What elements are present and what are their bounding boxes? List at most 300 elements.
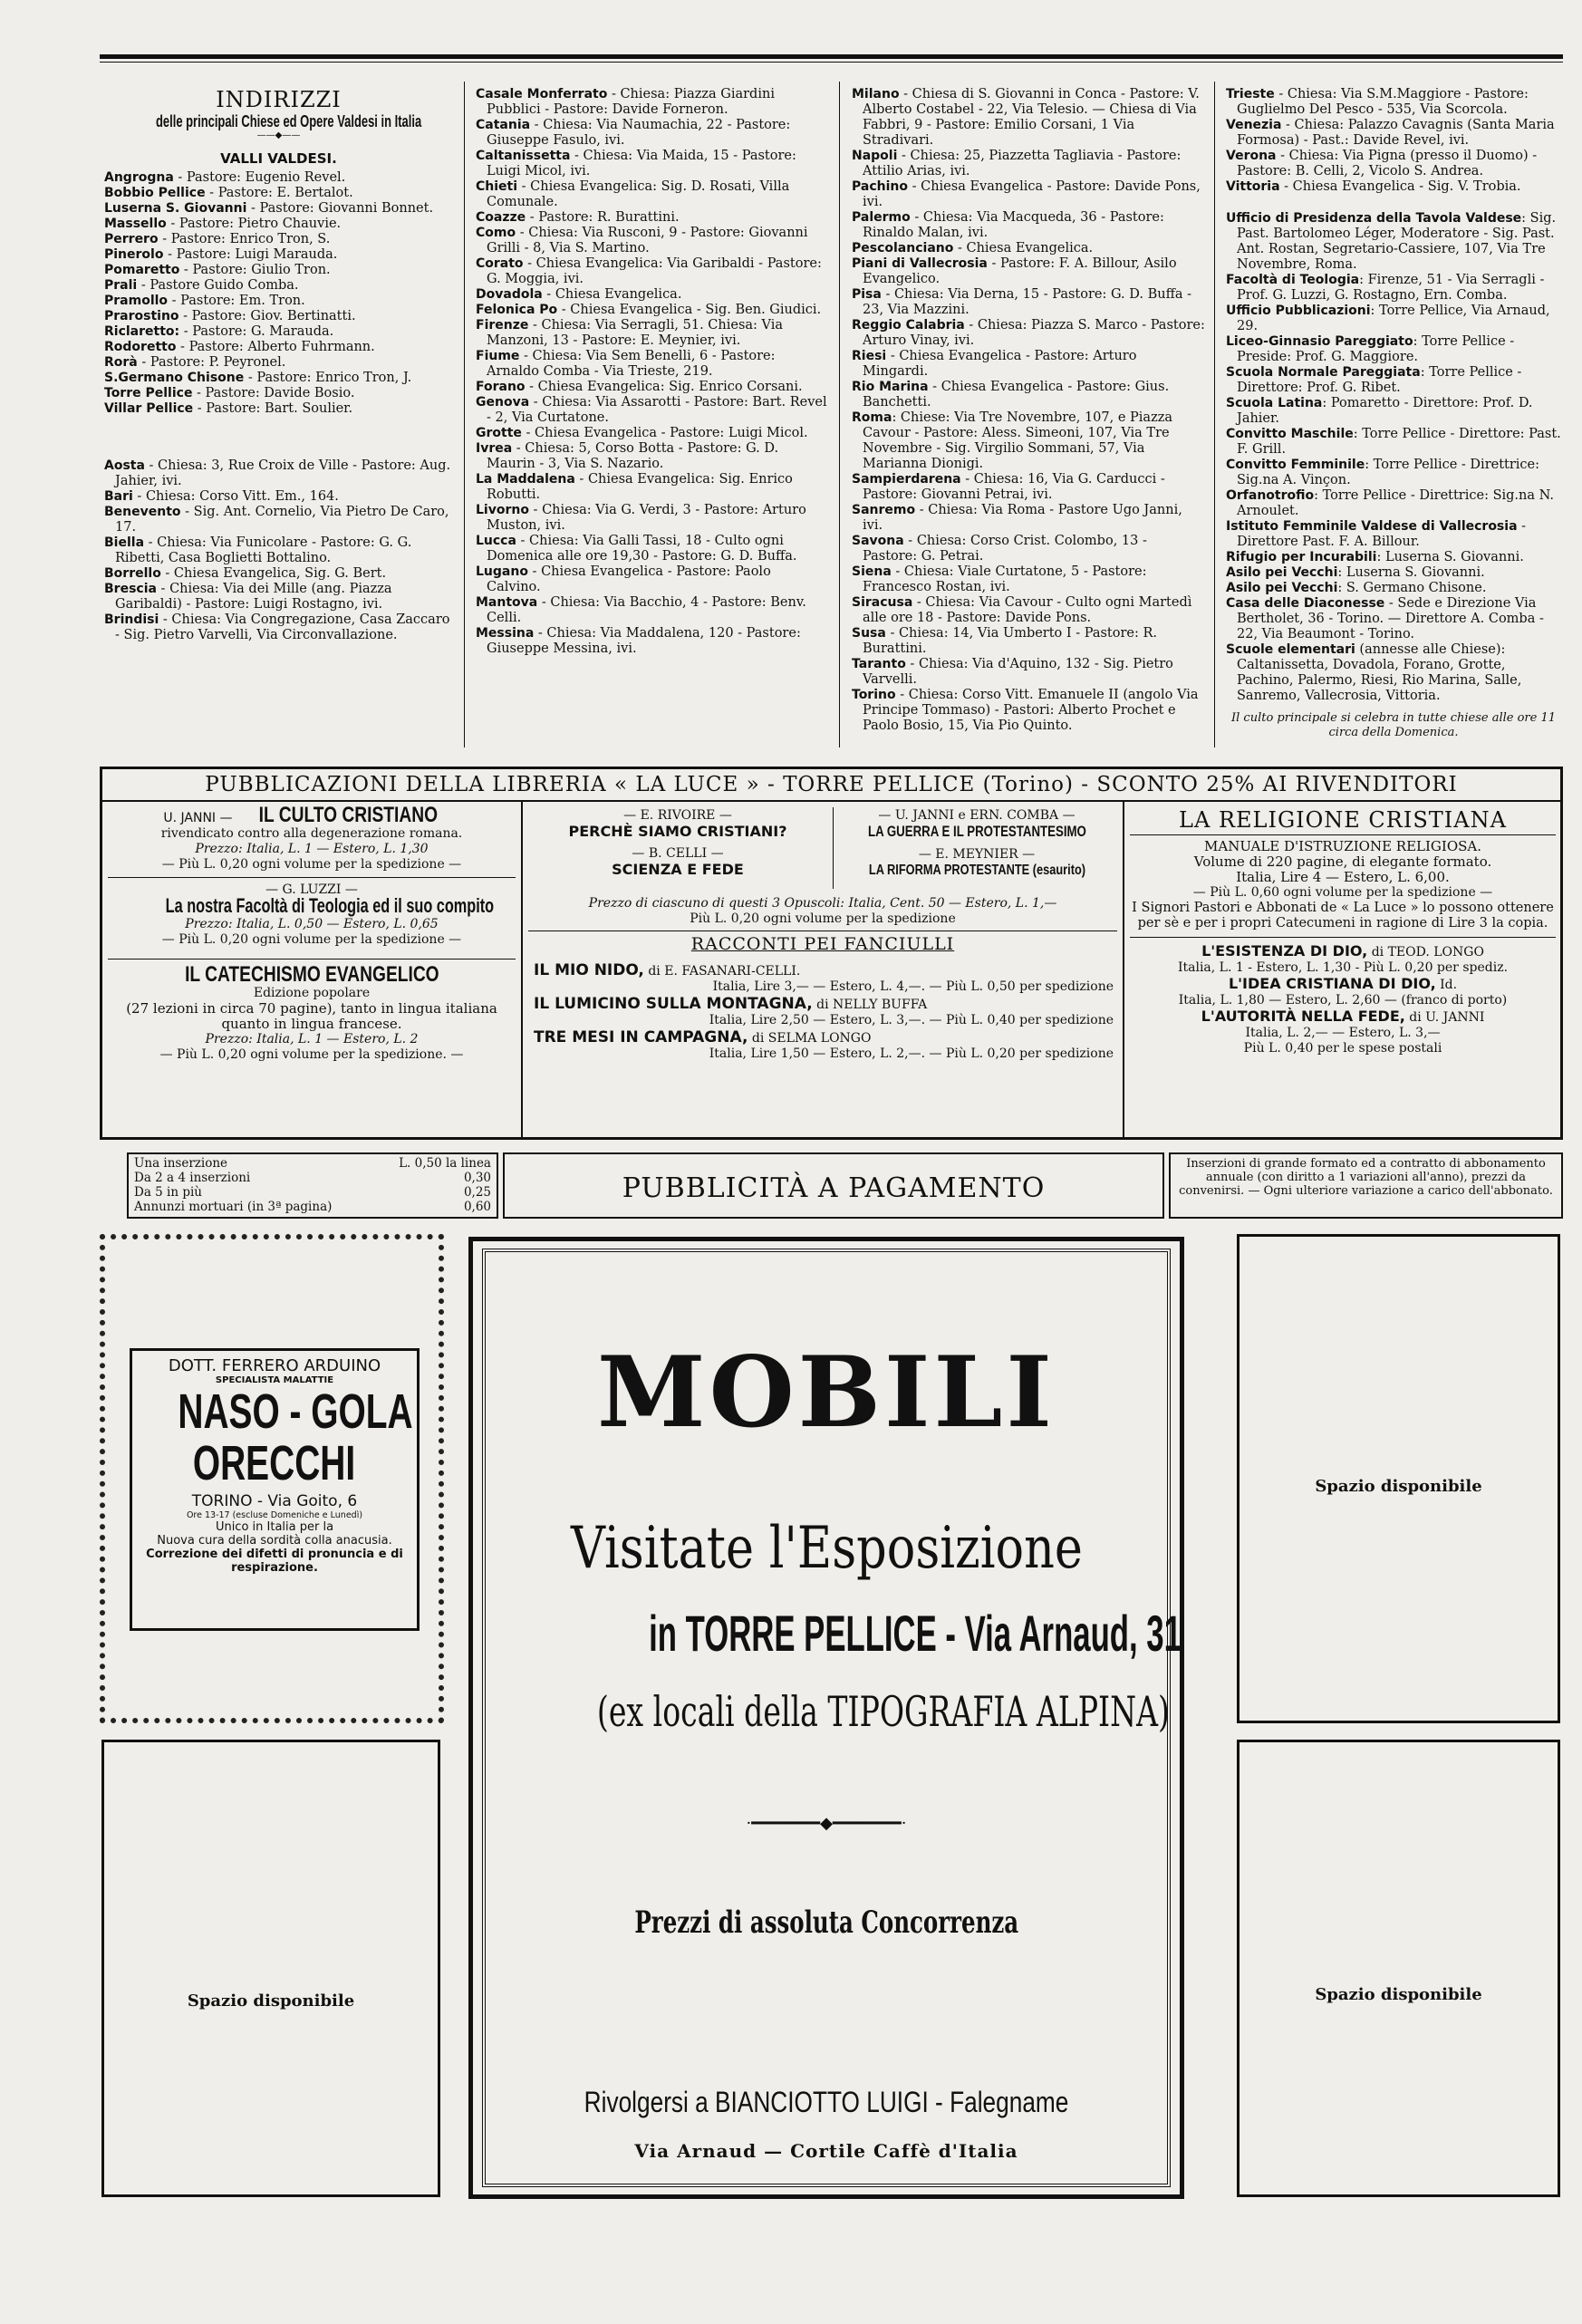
rate-label: Annunzi mortuari (in 3ª pagina) [134, 1200, 333, 1214]
b1-desc: rivendicato contro alla degenerazione romana. [160, 826, 463, 841]
directory-entry [104, 263, 453, 278]
directory-entry [476, 564, 829, 595]
entry-place: Angrogna [104, 170, 174, 185]
directory-entry [476, 303, 829, 318]
mobili-contact-wrap [486, 2086, 1167, 2119]
directory-entry [1226, 149, 1561, 179]
valli-title: VALLI VALDESI. [220, 150, 337, 167]
b3-desc: (27 lezioni in circa 70 pagine), tanto in lingua italiana quanto in lingua francese. [126, 1000, 497, 1032]
directory-entry [104, 340, 453, 355]
directory-entry [104, 170, 453, 186]
entry-text: : Sig. Past. Bartolomeo Léger, Moderatore - Sig. Past. Ant. Rostan, Segretario-Cassiere, 107, Via Tre Novembre, Roma. [1237, 211, 1557, 272]
entry-text: - Pastore: G. Marauda. [179, 324, 334, 339]
directory-subheading-wrap [104, 114, 453, 131]
pub-vdivider [1123, 802, 1124, 1137]
entry-place: Prarostino [104, 309, 179, 323]
entry-text: - Chiesa Evangelica - Pastore: Gius. Banchetti. [863, 380, 1170, 410]
m4-title: LA RIFORMA PROTESTANTE (esaurito) [868, 863, 1085, 878]
entry-place: Riesi [852, 349, 887, 363]
entry-place: Liceo-Ginnasio Pareggiato [1226, 334, 1413, 349]
m3-author: — B. CELLI — [632, 846, 724, 861]
directory-entry [852, 564, 1205, 595]
entry-place: Trieste [1226, 87, 1275, 101]
entry-text: - Direttore Past. F. A. Billour. [1237, 519, 1527, 549]
entry-place: Sanremo [852, 503, 916, 517]
entry-place: Borrello [104, 566, 161, 581]
entry-text: - Chiesa: Via Maddalena, 120 - Pastore: Giuseppe Messina, ivi. [487, 626, 801, 656]
directory-entry [104, 324, 453, 340]
entry-text: - Chiesa: Via Galli Tassi, 18 - Culto ogni Domenica alle ore 19,30 - Pastore: G. D. Buffa. [487, 534, 797, 564]
entry-text: : Torre Pellice - Direttore: Prof. G. Ribet. [1237, 365, 1522, 395]
doctor-line1: NASO - GOLA [178, 1384, 413, 1439]
mobili-ad-inner [482, 1249, 1182, 2187]
entry-place: Scuola Latina [1226, 396, 1323, 410]
m2-block [836, 807, 1117, 879]
directory-entry [1226, 581, 1561, 596]
directory-entry [104, 386, 453, 401]
r2-title: IL LUMICINO SULLA MONTAGNA, [534, 995, 813, 1013]
ads-note: Inserzioni di grande formato ed a contratto di abbonamento annuale (con diritto a 1 variazioni all'anno), prezzi da convenirsi. — Ogni ulteriore variazione a carico dell'abbonato. [1179, 1157, 1553, 1198]
entry-text: - Chiesa Evangelica - Sig. V. Trobia. [1279, 179, 1521, 194]
directory-entry [852, 287, 1205, 318]
entry-place: Susa [852, 626, 886, 641]
directory-entry [1226, 87, 1561, 118]
directory-entry [104, 401, 453, 417]
entry-place: Rodoretto [104, 340, 177, 354]
directory-entry [476, 503, 829, 534]
directory-entry [852, 688, 1205, 734]
m-price-block [528, 896, 1117, 927]
m2-title: LA GUERRA E IL PROTESTANTESIMO [867, 823, 1086, 840]
directory-entry [104, 535, 453, 566]
l2-title: L'IDEA CRISTIANA DI DIO, [1228, 975, 1436, 992]
entry-text: - Pastore: F. A. Billour, Asilo Evangelico. [863, 256, 1177, 286]
entry-text: - Chiesa: Via Derna, 15 - Pastore: G. D. Buffa - 23, Via Mazzini. [863, 287, 1192, 317]
directory-entry [104, 489, 453, 505]
spazio-left-label: Spazio disponibile [187, 1991, 355, 2011]
entry-text: : Luserna S. Giovanni. [1376, 550, 1524, 564]
directory-entry [1226, 118, 1561, 149]
l3-author: di U. JANNI [1404, 1010, 1485, 1025]
entry-place: Venezia [1226, 118, 1282, 132]
entry-place: Pescolanciano [852, 241, 954, 256]
entry-place: Forano [476, 380, 526, 394]
directory-entry [1226, 642, 1561, 704]
directory-entry [104, 458, 453, 489]
directory-entry [1226, 396, 1561, 427]
entry-text: - Chiesa: Via Assarotti - Pastore: Bart. Revel - 2, Via Curtatone. [487, 395, 827, 425]
entry-place: Asilo pei Vecchi [1226, 581, 1338, 595]
entry-text: - Chiesa Evangelica - Sig. Ben. Giudici. [557, 303, 822, 317]
entry-text: - Chiesa: Via d'Aquino, 132 - Sig. Pietro Varvelli. [863, 657, 1173, 687]
entry-text: - Chiesa: Corso Crist. Colombo, 13 - Pastore: G. Petrai. [863, 534, 1147, 564]
entry-text: - Chiesa Evangelica - Pastore: Paolo Calvino. [487, 564, 771, 594]
entry-place: Asilo pei Vecchi [1226, 565, 1338, 580]
entry-place: Caltanissetta [476, 149, 571, 163]
entry-place: Fiume [476, 349, 520, 363]
l3-ship: Più L. 0,40 per le spese postali [1243, 1041, 1442, 1056]
directory-entry [852, 472, 1205, 503]
entry-place: Ivrea [476, 441, 513, 456]
spazio-right-bottom [1237, 1740, 1560, 2197]
m1-title: PERCHÈ SIAMO CRISTIANI? [568, 823, 787, 840]
entry-text: - Chiesa: Via Maida, 15 - Pastore: Luigi Micol, ivi. [487, 149, 796, 178]
rate-row [134, 1185, 491, 1200]
directory-entry [852, 410, 1205, 472]
cities-list-c [852, 87, 1205, 734]
directory-entry [104, 371, 453, 386]
mobili-address: Via Arnaud — Cortile Caffè d'Italia [634, 2140, 1018, 2162]
entry-text: - Chiesa: Viale Curtatone, 5 - Pastore: Francesco Rostan, ivi. [863, 564, 1147, 594]
r3-title: TRE MESI IN CAMPAGNA, [534, 1028, 748, 1046]
valli-list [104, 170, 453, 417]
directory-entry [852, 179, 1205, 210]
mobili-contact: Rivolgersi a BIANCIOTTO LUIGI - Falegname [584, 2086, 1069, 2118]
entry-place: Pachino [852, 179, 908, 194]
directory-entry [1226, 179, 1561, 195]
directory-entry [476, 595, 829, 626]
directory-entry [1226, 427, 1561, 458]
entry-text: - Chiesa: Via Serragli, 51. Chiesa: Via Manzoni, 13 - Pastore: E. Meynier, ivi. [487, 318, 784, 348]
entry-place: Rio Marina [852, 380, 929, 394]
l1-price: Italia, L. 1 - Estero, L. 1,30 - Più L. 0,20 per spediz. [1177, 960, 1509, 975]
directory-column-1 [104, 87, 453, 643]
m4-author: — E. MEYNIER — [918, 847, 1036, 862]
mobili-title: MOBILI [597, 1336, 1056, 1450]
rate-row [134, 1200, 491, 1214]
b1-price: Prezzo: Italia, L. 1 — Estero, L. 1,30 [195, 842, 429, 856]
entry-text: - Chiesa: Via Bacchio, 4 - Pastore: Benv. Celli. [487, 595, 806, 625]
mobili-where-wrap [486, 1604, 1182, 1663]
entry-place: Rorà [104, 355, 138, 370]
b3-title: IL CATECHISMO EVANGELICO [184, 962, 439, 987]
entry-place: Scuola Normale Pareggiata [1226, 365, 1421, 380]
entry-text: - Pastore: Giovanni Bonnet. [246, 201, 434, 216]
heading-ornament: ——◆—— [256, 130, 301, 140]
directory-entry [476, 349, 829, 380]
l1-title: L'ESISTENZA DI DIO, [1201, 942, 1368, 959]
mobili-where: in TORRE PELLICE - Via Arnaud, 31 [649, 1605, 1182, 1662]
doctor-notes [132, 1520, 417, 1575]
entry-text: : Pomaretto - Direttore: Prof. D. Jahier. [1237, 396, 1533, 426]
m-price: Prezzo di ciascuno di questi 3 Opuscoli: Italia, Cent. 50 — Estero, L. 1,— [588, 896, 1057, 911]
entry-place: Vittoria [1226, 179, 1280, 194]
rate-price: 0,60 [463, 1200, 491, 1214]
doctor-name: DOTT. FERRERO ARDUINO [168, 1356, 381, 1375]
entry-text: - Sig. Ant. Cornelio, Via Pietro De Caro, 17. [115, 505, 449, 535]
entry-place: Felonica Po [476, 303, 558, 317]
directory-subheading: delle principali Chiese ed Opere Valdesi in Italia [156, 112, 422, 130]
entry-place: Reggio Calabria [852, 318, 965, 333]
entry-text: - Pastore: Davide Bosio. [192, 386, 355, 400]
b2-ship: — Più L. 0,20 ogni volume per la spedizione — [161, 932, 462, 947]
entry-place: La Maddalena [476, 472, 575, 487]
entry-place: Grotte [476, 426, 522, 440]
rate-label: Una inserzione [134, 1156, 228, 1171]
doctor-line2: ORECCHI [193, 1436, 356, 1490]
b3-price: Prezzo: Italia, L. 1 — Estero, L. 2 [205, 1032, 419, 1046]
entry-text: : Torre Pellice - Direttrice: Sig.na A. Vinçon. [1237, 458, 1540, 487]
rel-note: I Signori Pastori e Abbonati de « La Luce » lo possono ottenere per sè e per i propri Catecumeni in ragione di Lire 3 la copia. [1132, 901, 1554, 931]
b2-author: — G. LUZZI — [265, 882, 358, 897]
r1-author: di E. FASANARI-CELLI. [643, 964, 801, 979]
entry-text: - Chiesa: Via Congregazione, Casa Zaccaro - Sig. Pietro Varvelli, Via Circonvallazione. [115, 612, 450, 642]
entry-text: : Luserna S. Giovanni. [1337, 565, 1485, 580]
entry-text: - Sede e Direzione Via Bertholet, 36 - Torino. — Direttore A. Comba - 22, Via Beaumont - Torino. [1237, 596, 1544, 641]
entry-place: Bobbio Pellice [104, 186, 206, 200]
entry-place: Messina [476, 626, 535, 641]
spazio-right-top [1237, 1234, 1560, 1723]
b3-sub: Edizione popolare [253, 986, 371, 1000]
top-rule [100, 54, 1563, 59]
doctor-address: TORINO - Via Goito, 6 [191, 1492, 358, 1510]
entry-place: Milano [852, 87, 900, 101]
directory-entry [1226, 519, 1561, 550]
entry-text: - Chiesa Evangelica: Sig. Enrico Corsani. [525, 380, 803, 394]
entry-place: Ufficio Pubblicazioni [1226, 304, 1371, 318]
entry-text: : S. Germano Chisone. [1337, 581, 1487, 595]
entry-text: - Chiesa: Via G. Verdi, 3 - Pastore: Arturo Muston, ivi. [487, 503, 806, 533]
entry-place: Convitto Maschile [1226, 427, 1354, 441]
directory-entry [476, 395, 829, 426]
col-divider [1214, 82, 1215, 747]
r1-title: IL MIO NIDO, [534, 961, 644, 979]
mobili-prices-wrap [486, 1905, 1167, 1941]
entry-place: Taranto [852, 657, 906, 671]
ads-note-box [1169, 1152, 1563, 1219]
directory-column-4 [1226, 87, 1561, 740]
pubblicita-box [503, 1152, 1164, 1219]
cities-list-d [1226, 87, 1561, 195]
directory-entry [104, 612, 453, 643]
directory-entry [104, 186, 453, 201]
entry-place: Prali [104, 278, 138, 293]
col-divider [839, 82, 840, 747]
culto-note: Il culto principale si celebra in tutte chiese alle ore 11 circa della Domenica. [1230, 711, 1557, 739]
r1-price: Italia, Lire 3,— — Estero, L. 4,—. — Più L. 0,50 per spedizione [712, 979, 1114, 994]
entry-text: - Chiesa: Via dei Mille (ang. Piazza Garibaldi) - Pastore: Luigi Rostagno, ivi. [115, 582, 392, 612]
entry-text: - Chiesa: Via Cavour - Culto ogni Martedì alle ore 18 - Pastore: Davide Pons. [863, 595, 1192, 625]
entry-text: - Chiesa Evangelica: Sig. D. Rosati, Villa Comunale. [487, 179, 790, 209]
entry-text: - Chiesa: Corso Vitt. Emanuele II (angolo Via Principe Tommaso) - Pastori: Alberto Prochet e Paolo Bosio, 15, Via Pio Quinto. [863, 688, 1199, 733]
directory-entry [852, 534, 1205, 564]
entry-text: : Chiese: Via Tre Novembre, 107, e Piazza Cavour - Pastore: Aless. Simeoni, 107, Via Tre Novembre - Sig. Virgilio Sommani, 57, Via Marianna Dionigi. [863, 410, 1172, 471]
rel-ship: — Più L. 0,60 ogni volume per la spedizione — [1192, 885, 1493, 900]
directory-entry [104, 582, 453, 612]
publications-box [100, 767, 1563, 1140]
m-vdivider [833, 807, 834, 889]
directory-entry [476, 210, 829, 226]
directory-entry [1226, 458, 1561, 488]
entry-text: : Torre Pellice - Preside: Prof. G. Maggiore. [1237, 334, 1515, 364]
entry-text: (annesse alle Chiese): Caltanissetta, Dovadola, Forano, Grotte, Pachino, Palermo, Riesi, Rio Marina, Salle, Sanremo, Vallecrosia, Vittoria. [1237, 642, 1522, 703]
entry-place: Brindisi [104, 612, 159, 627]
rate-row [134, 1156, 491, 1171]
racconti-title: RACCONTI PEI FANCIULLI [690, 934, 955, 954]
doctor-hours: Ore 13-17 (escluse Domeniche e Lunedì) [186, 1510, 363, 1520]
l3-price: Italia, L. 2,— — Estero, L. 3,— [1245, 1026, 1441, 1040]
b1-author: U. JANNI — [163, 811, 233, 825]
banner-rule [102, 800, 1560, 802]
l1-author: di TEOD. LONGO [1367, 945, 1484, 959]
spazio-left [101, 1740, 440, 2197]
entry-text: - Chiesa: Piazza S. Marco - Pastore: Arturo Vinay, ivi. [863, 318, 1205, 348]
top-rule-thin [100, 62, 1563, 63]
racconti-list [534, 963, 1114, 1062]
r2-price: Italia, Lire 2,50 — Estero, L. 3,—. — Più L. 0,40 per spedizione [709, 1013, 1114, 1027]
entry-place: Aosta [104, 458, 145, 473]
entry-place: Scuole elementari [1226, 642, 1355, 657]
directory-entry [1226, 334, 1561, 365]
directory-entry [476, 472, 829, 503]
rate-label: Da 2 a 4 inserzioni [134, 1171, 251, 1185]
directory-entry [104, 217, 453, 232]
rel-rule [1130, 834, 1556, 835]
entry-text: - Chiesa: Via S.M.Maggiore - Pastore: Guglielmo Del Pesco - 535, Via Scorcola. [1237, 87, 1529, 117]
directory-heading: INDIRIZZI [216, 87, 342, 112]
entry-text: - Chiesa Evangelica. [542, 287, 682, 302]
pub-rule [108, 877, 516, 878]
publications-banner: PUBBLICAZIONI DELLA LIBRERIA « LA LUCE » - TORRE PELLICE (Torino) - SCONTO 25% AI RIVENDITORI [205, 773, 1458, 796]
rel-price: Italia, Lire 4 — Estero, L. 6,00. [1236, 869, 1450, 885]
rel-desc: Volume di 220 pagine, di elegante formato. [1193, 853, 1492, 870]
entry-text: - Pastore: E. Bertalot. [205, 186, 353, 200]
spazio-right-top-label: Spazio disponibile [1315, 1477, 1482, 1496]
entry-place: Casale Monferrato [476, 87, 608, 101]
rates-box [127, 1152, 498, 1219]
b2-title: La nostra Facoltà di Teologia ed il suo compito [165, 894, 495, 917]
l3-title: L'AUTORITÀ NELLA FEDE, [1201, 1008, 1405, 1025]
entry-text: - Chiesa: 16, Via G. Carducci - Pastore: Giovanni Petrai, ivi. [863, 472, 1165, 502]
entry-place: Napoli [852, 149, 898, 163]
directory-entry [852, 626, 1205, 657]
directory-entry [1226, 565, 1561, 581]
directory-entry [852, 318, 1205, 349]
cities-list-b [476, 87, 829, 657]
pub-right-panel [1130, 807, 1556, 1056]
entry-text: : Firenze, 51 - Via Serragli - Prof. G. Luzzi, G. Rostagno, Ern. Comba. [1237, 273, 1545, 303]
directory-entry [476, 149, 829, 179]
rates-table [129, 1154, 497, 1216]
entry-place: Pinerolo [104, 247, 164, 262]
entry-place: Firenze [476, 318, 529, 333]
directory-entry [1226, 211, 1561, 273]
directory-entry [104, 294, 453, 309]
directory-entry [1226, 273, 1561, 304]
directory-entry [104, 247, 453, 263]
entry-place: Torre Pellice [104, 386, 193, 400]
entry-text: - Pastore: Alberto Fuhrmann. [176, 340, 375, 354]
directory-entry [852, 241, 1205, 256]
entry-place: Torino [852, 688, 896, 702]
doctor-specialty: SPECIALISTA MALATTIE [215, 1375, 334, 1385]
entry-text: : Torre Pellice, Via Arnaud, 29. [1237, 304, 1550, 333]
entry-text: - Chiesa: 14, Via Umberto I - Pastore: R. Burattini. [863, 626, 1158, 656]
directory-entry [476, 380, 829, 395]
entry-place: Como [476, 226, 516, 240]
rate-price: 0,25 [463, 1185, 491, 1200]
entry-text: - Chiesa: Via Macqueda, 36 - Pastore: Rinaldo Malan, ivi. [863, 210, 1164, 240]
mobili-visit-wrap [486, 1515, 1167, 1582]
entry-text: - Pastore: Giov. Bertinatti. [178, 309, 356, 323]
l2-author: Id. [1435, 978, 1458, 992]
entry-text: - Chiesa Evangelica, Sig. G. Bert. [160, 566, 387, 581]
entry-place: Savona [852, 534, 904, 548]
doctor-l3: Correzione dei difetti di pronuncia e di respirazione. [146, 1548, 403, 1575]
entry-text: - Pastore: Enrico Tron, J. [244, 371, 412, 385]
directory-entry [1226, 365, 1561, 396]
entry-place: Siracusa [852, 595, 913, 610]
mobili-ornament: ·━━━━━━━◆━━━━━━━· [746, 1814, 907, 1833]
entry-place: Facoltà di Teologia [1226, 273, 1360, 287]
entry-text: - Pastore: Eugenio Revel. [173, 170, 346, 185]
doctor-ad [130, 1348, 420, 1631]
b3-ship: — Più L. 0,20 ogni volume per la spedizione. — [159, 1047, 464, 1062]
rate-price: L. 0,50 la linea [399, 1156, 491, 1171]
doctor-l2: Nuova cura della sordità colla anacusia. [157, 1534, 392, 1548]
rate-row [134, 1171, 491, 1185]
entry-text: - Pastore: Bart. Soulier. [193, 401, 353, 416]
entry-text: - Chiesa: Via Rusconi, 9 - Pastore: Giovanni Grilli - 8, Via S. Martino. [487, 226, 808, 256]
directory-entry [104, 232, 453, 247]
directory-entry [852, 149, 1205, 179]
directory-entry [852, 87, 1205, 149]
entry-text: - Chiesa: Palazzo Cavagnis (Santa Maria Formosa) - Past.: Davide Revel, ivi. [1237, 118, 1555, 148]
directory-entry [476, 534, 829, 564]
doctor-l1: Unico in Italia per la [215, 1520, 334, 1534]
entry-place: S.Germano Chisone [104, 371, 245, 385]
directory-column-3 [852, 87, 1205, 734]
pub-left-panel [108, 803, 516, 1063]
entry-place: Verona [1226, 149, 1277, 163]
entry-text: - Pastore: R. Burattini. [526, 210, 680, 225]
mobili-ex-wrap [486, 1687, 1170, 1736]
directory-entry [104, 566, 453, 582]
directory-entry [104, 278, 453, 294]
entry-place: Convitto Femminile [1226, 458, 1365, 472]
entry-text: : Torre Pellice - Direttrice: Sig.na N. Arnoulet. [1237, 488, 1554, 518]
directory-entry [476, 179, 829, 210]
entry-place: Corato [476, 256, 524, 271]
entry-place: Coazze [476, 210, 526, 225]
directory-entry [852, 657, 1205, 688]
m-ship: Più L. 0,20 ogni volume per la spedizione [690, 911, 956, 926]
pubblicita-title: PUBBLICITÀ A PAGAMENTO [622, 1172, 1046, 1204]
entry-place: Perrero [104, 232, 159, 246]
entry-place: Roma [852, 410, 892, 425]
entry-text: - Chiesa: Via Pigna (presso il Duomo) - Pastore: B. Celli, 2, Vicolo S. Andrea. [1237, 149, 1538, 178]
entry-place: Genova [476, 395, 530, 410]
entry-place: Piani di Vallecrosia [852, 256, 988, 271]
directory-entry [476, 87, 829, 118]
directory-entry [476, 426, 829, 441]
entry-place: Bari [104, 489, 133, 504]
entry-place: Chieti [476, 179, 518, 194]
entry-text: - Chiesa Evangelica: Sig. Enrico Robutti. [487, 472, 793, 502]
directory-entry [476, 287, 829, 303]
b2-price: Prezzo: Italia, L. 0,50 — Estero, L. 0,65 [185, 917, 439, 931]
entry-place: Orfanotrofio [1226, 488, 1315, 503]
institutions-list [1226, 211, 1561, 704]
entry-place: Catania [476, 118, 531, 132]
entry-text: - Chiesa Evangelica - Pastore: Arturo Mingardi. [863, 349, 1137, 379]
directory-column-2 [476, 87, 829, 657]
entry-text: - Pastore: Luigi Marauda. [163, 247, 338, 262]
entry-place: Livorno [476, 503, 529, 517]
entry-text: - Chiesa di S. Giovanni in Conca - Pastore: V. Alberto Costabel - 22, Via Telesio. — Chiesa di Via Fabbri, 9 - Pastore: Emilio Corsani, 1 Via Stradivari. [863, 87, 1200, 148]
r2-author: di NELLY BUFFA [812, 998, 928, 1012]
col-divider [464, 82, 465, 747]
